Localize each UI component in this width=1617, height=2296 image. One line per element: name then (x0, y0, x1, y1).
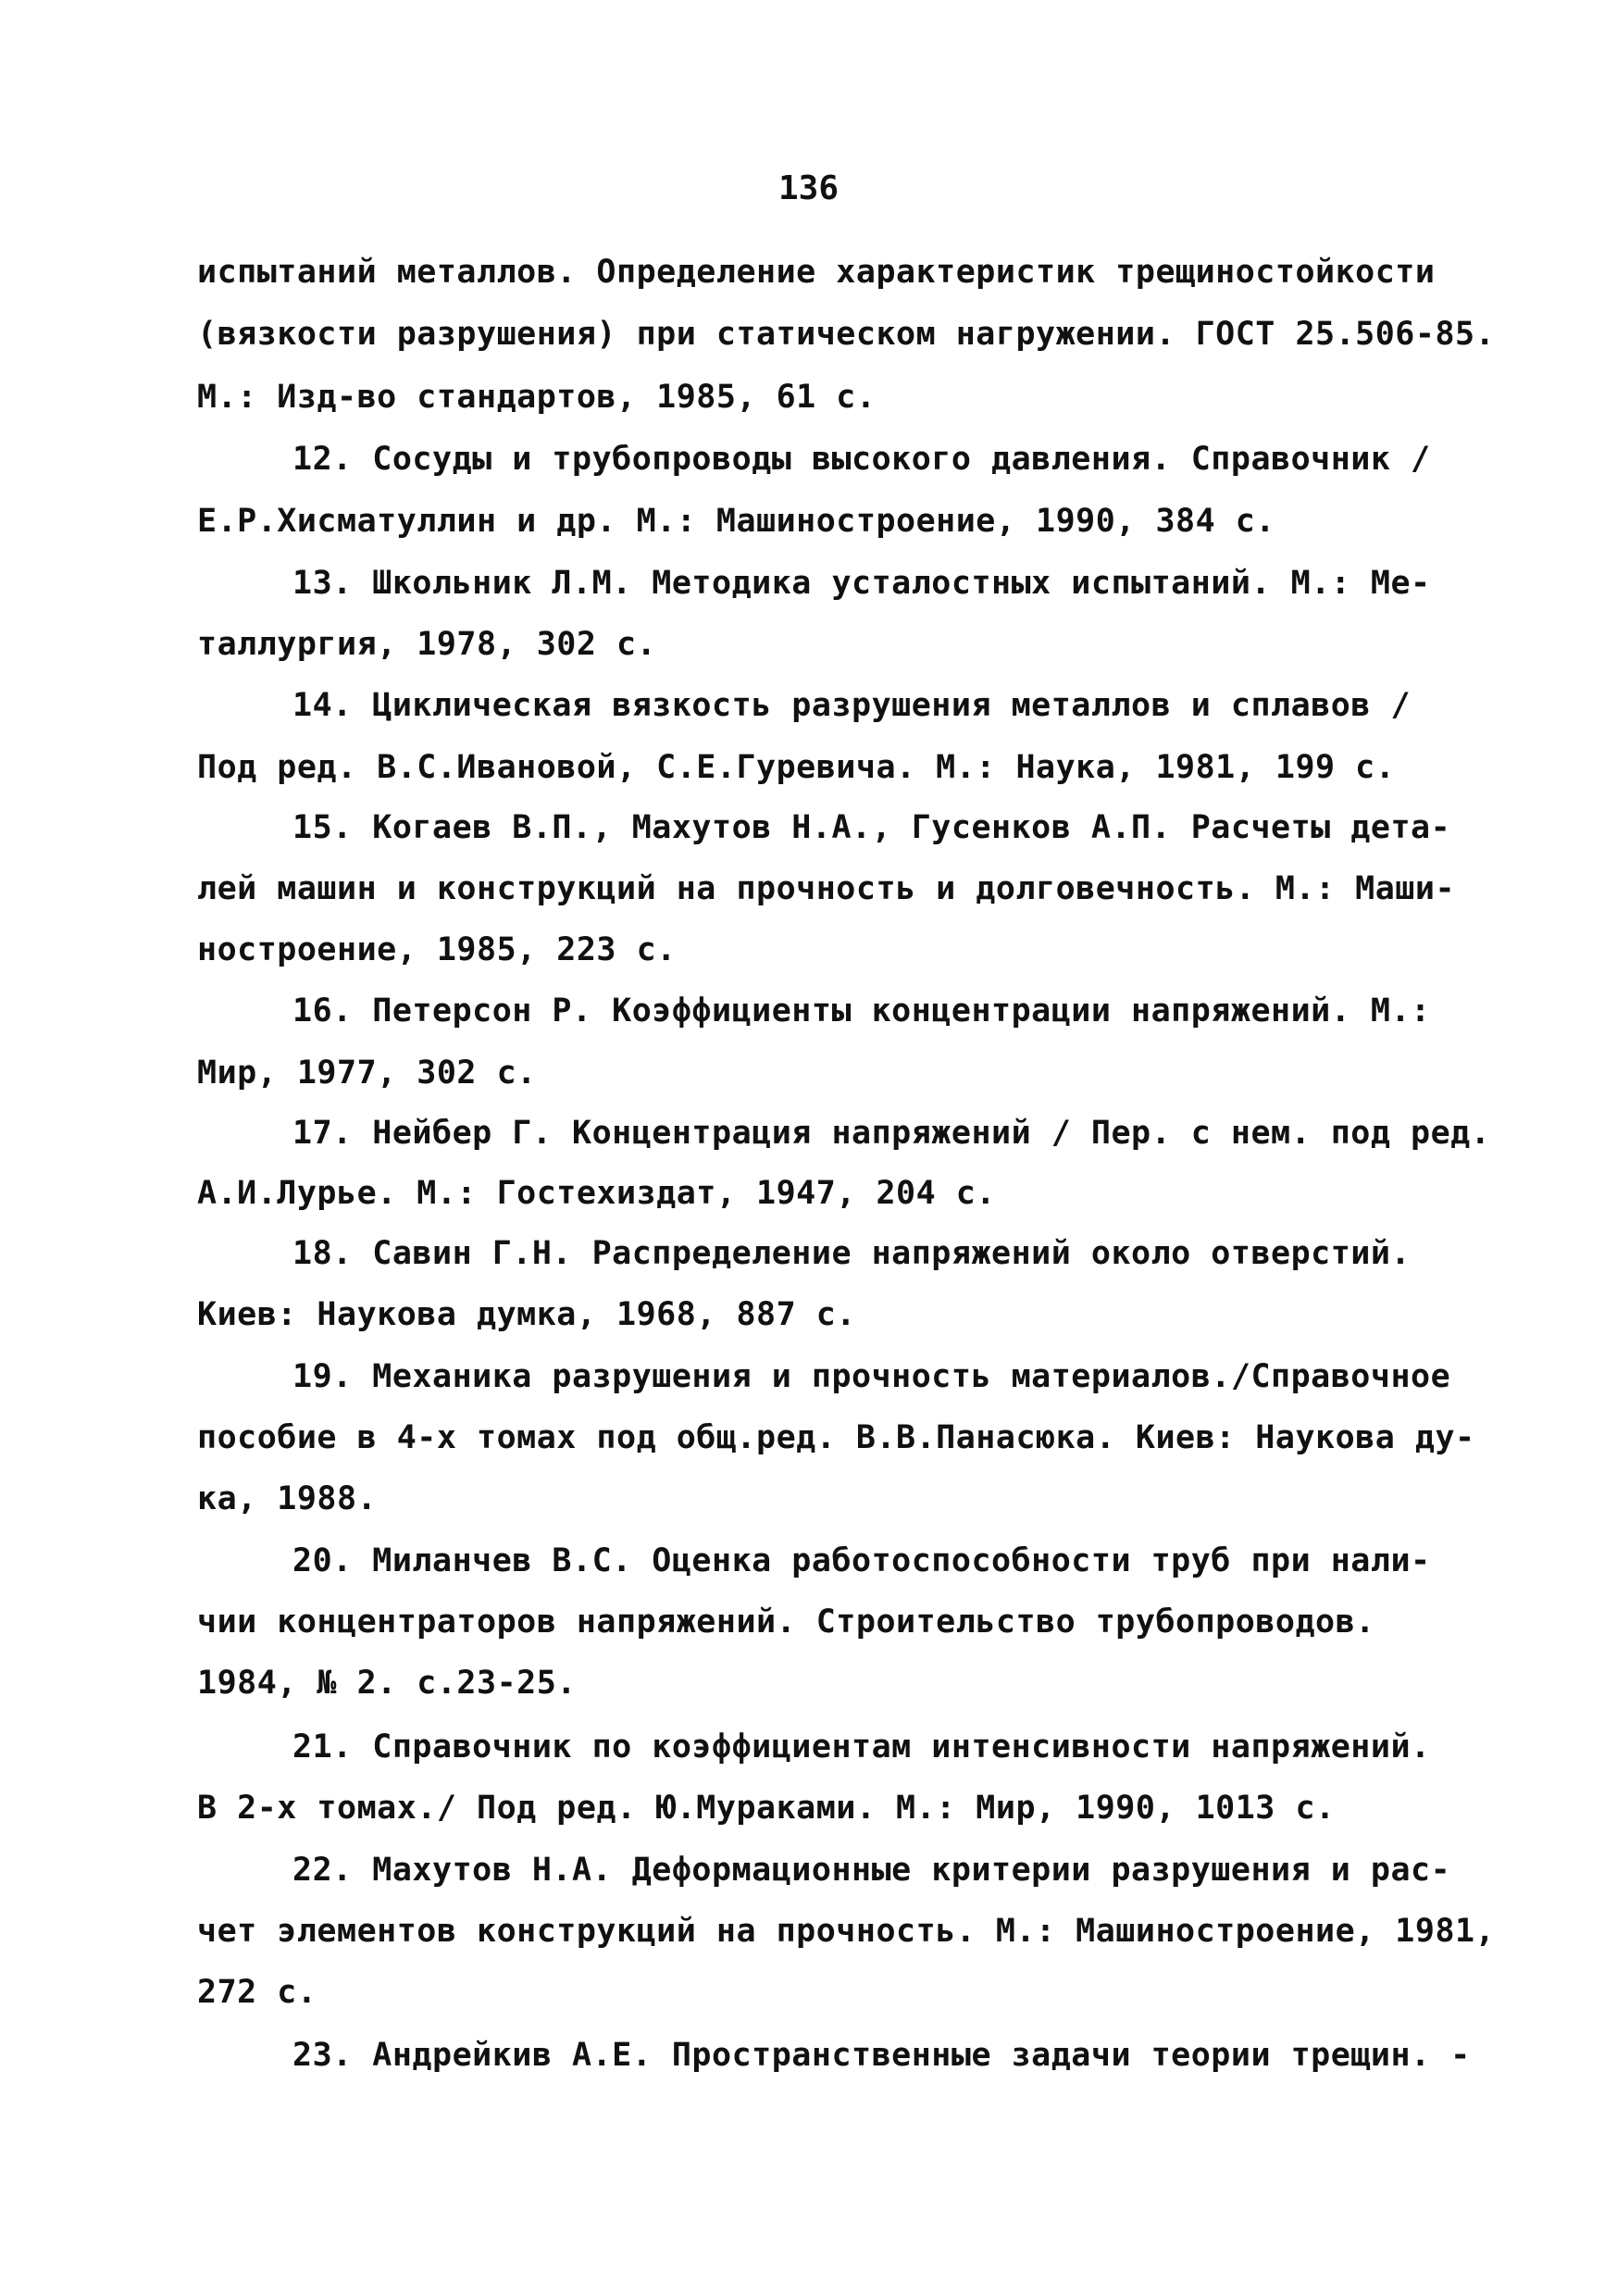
reference-12-start: 12. Сосуды и трубопроводы высокого давления. Справочник / (292, 441, 1431, 478)
reference-22-start: 22. Махутов Н.А. Деформационные критерии разрушения и рас- (292, 1852, 1451, 1889)
text-line: пособие в 4-х томах под общ.ред. В.В.Панасюка. Киев: Наукова ду- (197, 1419, 1475, 1456)
text-line: Е.Р.Хисматуллин и др. М.: Машиностроение, 1990, 384 с. (197, 503, 1275, 540)
reference-21-start: 21. Справочник по коэффициентам интенсивности напряжений. (292, 1728, 1431, 1766)
text-line: чии концентраторов напряжений. Строительство трубопроводов. (197, 1603, 1375, 1641)
reference-23-start: 23. Андрейкив А.Е. Пространственные задачи теории трещин. - (292, 2037, 1471, 2074)
text-line: Мир, 1977, 302 с. (197, 1054, 537, 1092)
text-line: Под ред. В.С.Ивановой, С.Е.Гуревича. М.: Наука, 1981, 199 с. (197, 749, 1396, 786)
text-line: 1984, № 2. с.23-25. (197, 1665, 577, 1702)
text-line: испытаний металлов. Определение характеристик трещиностойкости (197, 254, 1436, 291)
reference-16-start: 16. Петерсон Р. Коэффициенты концентрации напряжений. М.: (292, 992, 1431, 1029)
text-line: лей машин и конструкций на прочность и долговечность. М.: Маши- (197, 870, 1456, 907)
reference-18-start: 18. Савин Г.Н. Распределение напряжений около отверстий. (292, 1235, 1412, 1272)
text-line: 272 с. (197, 1974, 317, 2011)
text-line: чет элементов конструкций на прочность. М.: Машиностроение, 1981, (197, 1913, 1496, 1950)
text-line: таллургия, 1978, 302 с. (197, 626, 657, 663)
text-line: Киев: Наукова думка, 1968, 887 с. (197, 1296, 856, 1333)
text-line: (вязкости разрушения) при статическом нагружении. ГОСТ 25.506-85. (197, 316, 1496, 353)
text-line: ка, 1988. (197, 1480, 378, 1517)
reference-19-start: 19. Механика разрушения и прочность материалов./Справочное (292, 1358, 1451, 1395)
reference-13-start: 13. Школьник Л.М. Методика усталостных испытаний. М.: Ме- (292, 565, 1431, 602)
reference-20-start: 20. Миланчев В.С. Оценка работоспособности труб при нали- (292, 1542, 1431, 1579)
text-line: ностроение, 1985, 223 с. (197, 931, 677, 968)
reference-15-start: 15. Когаев В.П., Махутов Н.А., Гусенков А.П. Расчеты дета- (292, 809, 1451, 846)
text-line: М.: Изд-во стандартов, 1985, 61 с. (197, 379, 877, 416)
reference-14-start: 14. Циклическая вязкость разрушения металлов и сплавов / (292, 687, 1412, 724)
reference-17-start: 17. Нейбер Г. Концентрация напряжений / Пер. с нем. под ред. (292, 1115, 1491, 1152)
text-line: В 2-х томах./ Под ред. Ю.Мураками. М.: Мир, 1990, 1013 с. (197, 1790, 1336, 1827)
text-line: А.И.Лурье. М.: Гостехиздат, 1947, 204 с. (197, 1175, 996, 1212)
page-number: 136 (777, 169, 840, 207)
